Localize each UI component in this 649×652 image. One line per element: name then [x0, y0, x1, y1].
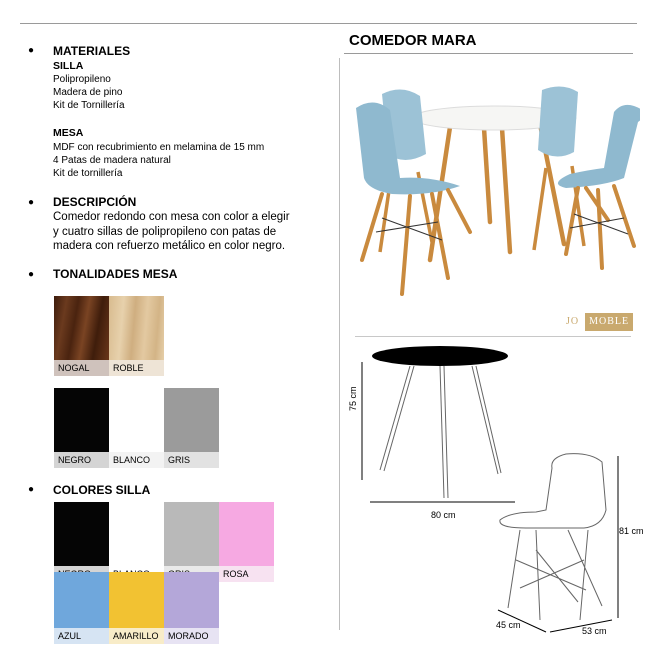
swatch-color: [54, 296, 109, 360]
dim-table-height: 75 cm: [348, 386, 358, 411]
table-material: 4 Patas de madera natural: [53, 155, 171, 166]
title-rule: [344, 53, 633, 54]
dim-chair-height: 81 cm: [619, 526, 644, 536]
table-heading: MESA: [53, 127, 84, 139]
chair-drawing: [500, 454, 606, 620]
swatch-label: AZUL: [54, 628, 109, 644]
bullet: ●: [28, 269, 35, 280]
swatch-color: [54, 572, 109, 628]
brand-logo: [566, 313, 633, 331]
swatch-color: [54, 502, 109, 566]
swatch-negro[interactable]: [54, 388, 109, 468]
technical-drawing: [340, 340, 649, 640]
bullet: ●: [28, 484, 35, 495]
table-dimension-lines: [362, 362, 515, 502]
description-heading: DESCRIPCIÓN: [53, 195, 137, 209]
materials-heading: MATERIALES: [53, 44, 131, 58]
chair-dimension-lines: [498, 456, 618, 632]
description-line: y cuatro sillas de polipropileno con patas de: [53, 225, 277, 238]
swatch-gris[interactable]: [164, 388, 219, 468]
description-line: madera con refuerzo metálico en color negro.: [53, 240, 286, 252]
table-tones-heading: TONALIDADES MESA: [53, 267, 178, 281]
swatch-color: [54, 388, 109, 452]
swatch-color: [219, 502, 274, 566]
swatch-roble[interactable]: [109, 296, 164, 376]
swatch-color: [109, 388, 164, 452]
bullet: ●: [28, 197, 35, 208]
swatch-color: [164, 388, 219, 452]
swatch-label: ROBLE: [109, 360, 164, 376]
chair-material: Polipropileno: [53, 74, 111, 85]
dim-chair-depth: 45 cm: [496, 620, 521, 630]
dining-set-photo: [352, 82, 640, 322]
swatch-color: [109, 502, 164, 566]
chair-swatch-negro[interactable]: [54, 502, 109, 582]
chair-heading: SILLA: [53, 60, 84, 72]
swatch-blanco[interactable]: [109, 388, 164, 468]
dim-table-diameter: 80 cm: [431, 510, 456, 520]
chair-swatch-gris[interactable]: [164, 502, 219, 582]
chair-swatch-azul[interactable]: [54, 572, 109, 652]
dim-chair-width: 53 cm: [582, 626, 607, 636]
chair-swatch-blanco[interactable]: [109, 502, 164, 582]
mid-rule: [355, 336, 631, 337]
top-rule: [20, 23, 637, 24]
swatch-color: [109, 296, 164, 360]
chair-colors-heading: COLORES SILLA: [53, 483, 151, 497]
swatch-label: ROSA: [219, 566, 274, 582]
brand-logo-right: MOBLE: [585, 313, 633, 331]
brand-logo-left: JO: [566, 316, 580, 327]
swatch-label: NEGRO: [54, 452, 109, 468]
swatch-color: [164, 502, 219, 566]
swatch-label: MORADO: [164, 628, 219, 644]
chair-material: Madera de pino: [53, 87, 123, 98]
swatch-label: GRIS: [164, 452, 219, 468]
swatch-label: AMARILLO: [109, 628, 164, 644]
swatch-nogal[interactable]: [54, 296, 109, 376]
chair-swatch-morado[interactable]: [164, 572, 219, 652]
chair-material: Kit de Tornillería: [53, 100, 125, 111]
swatch-color: [109, 572, 164, 628]
swatch-color: [164, 572, 219, 628]
swatch-label: BLANCO: [109, 452, 164, 468]
swatch-label: NOGAL: [54, 360, 109, 376]
table-material: Kit de tornillería: [53, 168, 123, 179]
description-text: [53, 210, 315, 254]
page-title: COMEDOR MARA: [349, 32, 477, 49]
chair-swatch-amarillo[interactable]: [109, 572, 164, 652]
table-legs-drawing: [380, 366, 501, 498]
table-top-drawing: [372, 346, 508, 366]
bullet: ●: [28, 45, 35, 56]
description-line: Comedor redondo con mesa con color a elegir: [53, 211, 290, 223]
table-material: MDF con recubrimiento en melamina de 15 mm: [53, 142, 265, 153]
chair-swatch-rosa[interactable]: [219, 502, 274, 582]
